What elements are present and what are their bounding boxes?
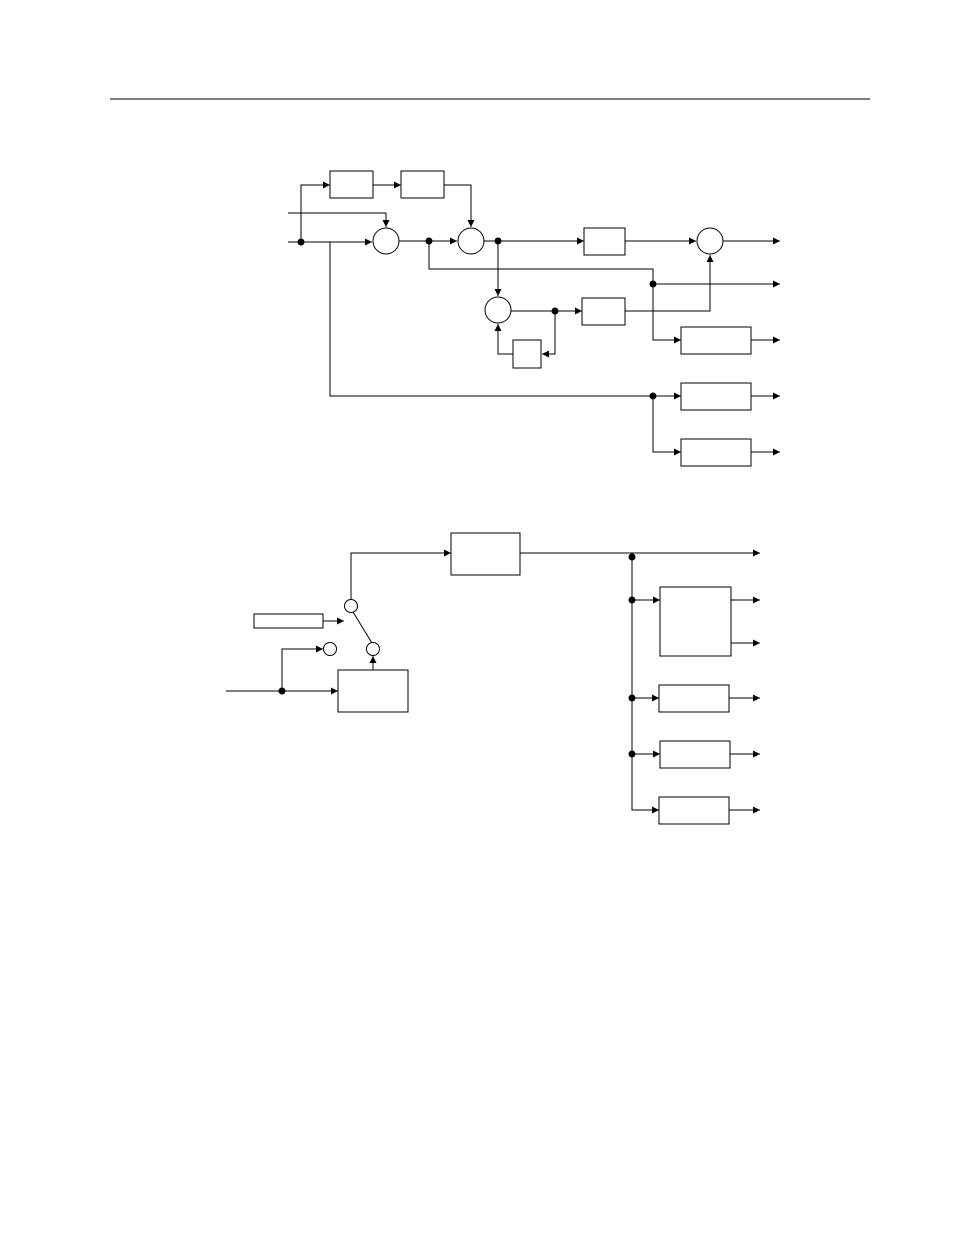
switch-contact-left [324,643,337,656]
top-block-2-out [444,185,471,227]
loop-to-sum4 [625,255,710,311]
aux-input-line [288,213,386,227]
top-block-1 [330,171,373,198]
bus-to-block-d [632,754,659,810]
input-block [338,670,408,712]
dist-block-d [659,797,729,824]
switch-contact-bottom [367,643,380,656]
input-to-left-contact [282,649,323,691]
switch-blade [353,612,372,643]
loop-forward-block [582,298,625,325]
output-block-3 [681,439,751,466]
switch-contact-top [345,600,358,613]
central-block [451,533,520,575]
output-block-2 [681,383,751,410]
dist-block-b [659,685,729,712]
lower-block-diagram [226,533,760,824]
feedback-block [513,340,541,368]
summing-junction-1 [373,228,399,254]
upper-block-diagram [288,171,780,466]
dist-block-a [660,587,731,656]
top-block-2 [401,171,444,198]
feedback-return [498,324,513,354]
feedback-down [542,311,555,354]
low-branch-to-block [653,396,681,452]
mid-branch-to-block [653,284,681,340]
summing-junction-2 [458,228,484,254]
summing-junction-3 [485,297,511,323]
output-block-1 [681,327,751,354]
summing-junction-4 [697,228,723,254]
forward-block [584,228,625,255]
reference-block [254,614,323,628]
switch-to-block-line [351,553,451,600]
dist-block-c [660,741,730,768]
